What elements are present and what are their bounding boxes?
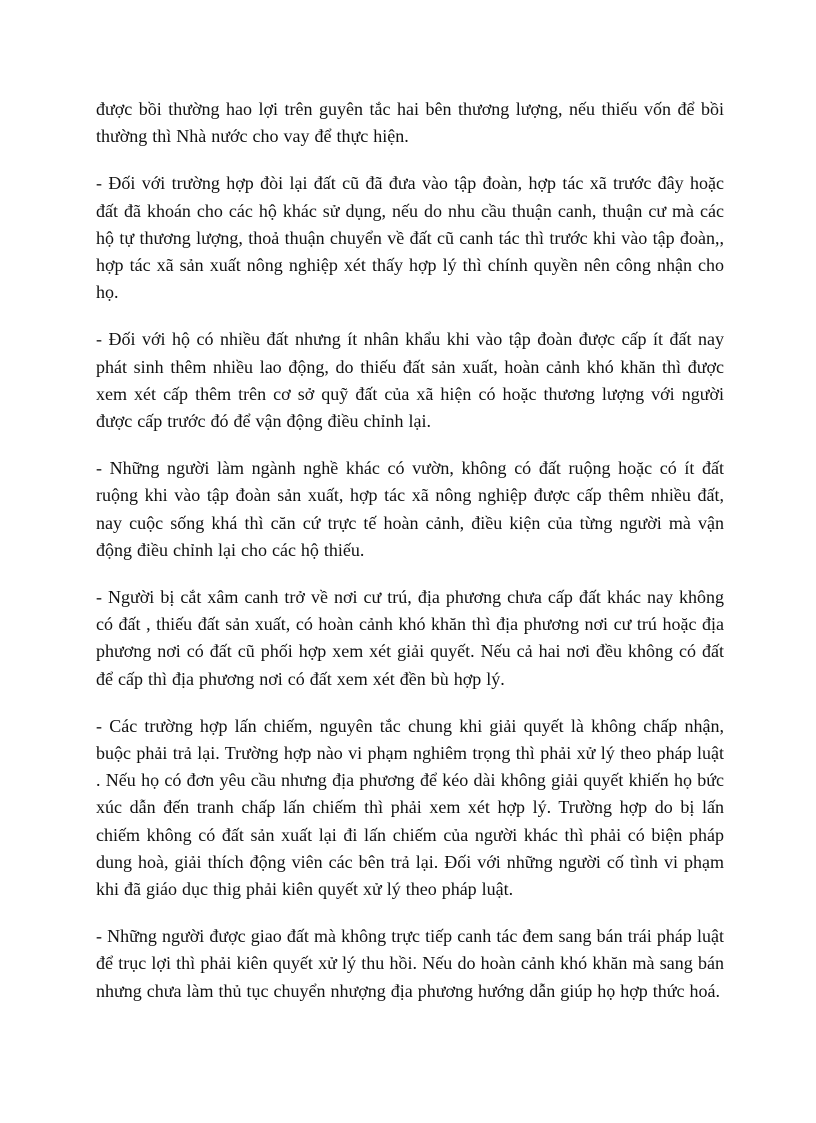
paragraph-4: - Những người làm ngành nghề khác có vườn, không có đất ruộng hoặc có ít đất ruộng khi vào tập đoàn sản xuất, hợp tác xã nông nghiệp được cấp thêm nhiều đất, nay cuộc sống khá thì căn cứ trực tế hoàn cảnh, điều kiện của từng người mà vận động điều chỉnh lại cho các hộ thiếu. (96, 458, 724, 560)
paragraph-6: - Các trường hợp lấn chiếm, nguyên tắc chung khi giải quyết là không chấp nhận, buộc phải trả lại. Trường hợp nào vi phạm nghiêm trọng thì phải xử lý theo pháp luật . Nếu họ có đơn yêu cầu nhưng địa phương để kéo dài không giải quyết khiến họ bức xúc dẫn đến tranh chấp lấn chiếm thì phải xem xét hợp lý. Trường hợp do bị lấn chiếm không có đất sản xuất lại đi lấn chiếm của người khác thì phải có biện pháp dung hoà, giải thích động viên các bên trả lại. Đối với những người cố tình vi phạm khi đã giáo dục thig phải kiên quyết xử lý theo pháp luật. (96, 715, 724, 900)
paragraph-1: được bồi thường hao lợi trên guyên tắc hai bên thương lượng, nếu thiếu vốn để bồi thường thì Nhà nước cho vay để thực hiện. (96, 99, 724, 147)
paragraph-2: - Đối với trường hợp đòi lại đất cũ đã đưa vào tập đoàn, hợp tác xã trước đây hoặc đất đã khoán cho các hộ khác sử dụng, nếu do nhu cầu thuận canh, thuận cư mà các hộ tự thương lượng, thoả thuận chuyển về đất cũ canh tác thì trước khi vào tập đoàn,, hợp tác xã sản xuất nông nghiệp xét thấy hợp lý thì chính quyền nên công nhận cho họ. (96, 173, 724, 303)
document-body (96, 96, 724, 1025)
paragraph-7: - Những người được giao đất mà không trực tiếp canh tác đem sang bán trái pháp luật để trục lợi thì phải kiên quyết xử lý thu hồi. Nếu do hoàn cảnh khó khăn mà sang bán nhưng chưa làm thủ tục chuyển nhượng địa phương hướng dẫn giúp họ hợp thức hoá. (96, 926, 724, 1001)
paragraph-5: - Người bị cắt xâm canh trở về nơi cư trú, địa phương chưa cấp đất khác nay không có đất , thiếu đất sản xuất, có hoàn cảnh khó khăn thì địa phương nơi cư trú hoặc địa phương nơi có đất cũ phối hợp xem xét giải quyết. Nếu cả hai nơi đều không có đất để cấp thì địa phương nơi có đất xem xét đền bù hợp lý. (96, 587, 724, 689)
paragraph-3: - Đối với hộ có nhiều đất nhưng ít nhân khẩu khi vào tập đoàn được cấp ít đất nay phát sinh thêm nhiều lao động, do thiếu đất sản xuất, hoàn cảnh khó khăn thì được xem xét cấp thêm trên cơ sở quỹ đất của xã hiện có hoặc thương lượng với người được cấp trước đó để vận động điều chỉnh lại. (96, 329, 724, 432)
